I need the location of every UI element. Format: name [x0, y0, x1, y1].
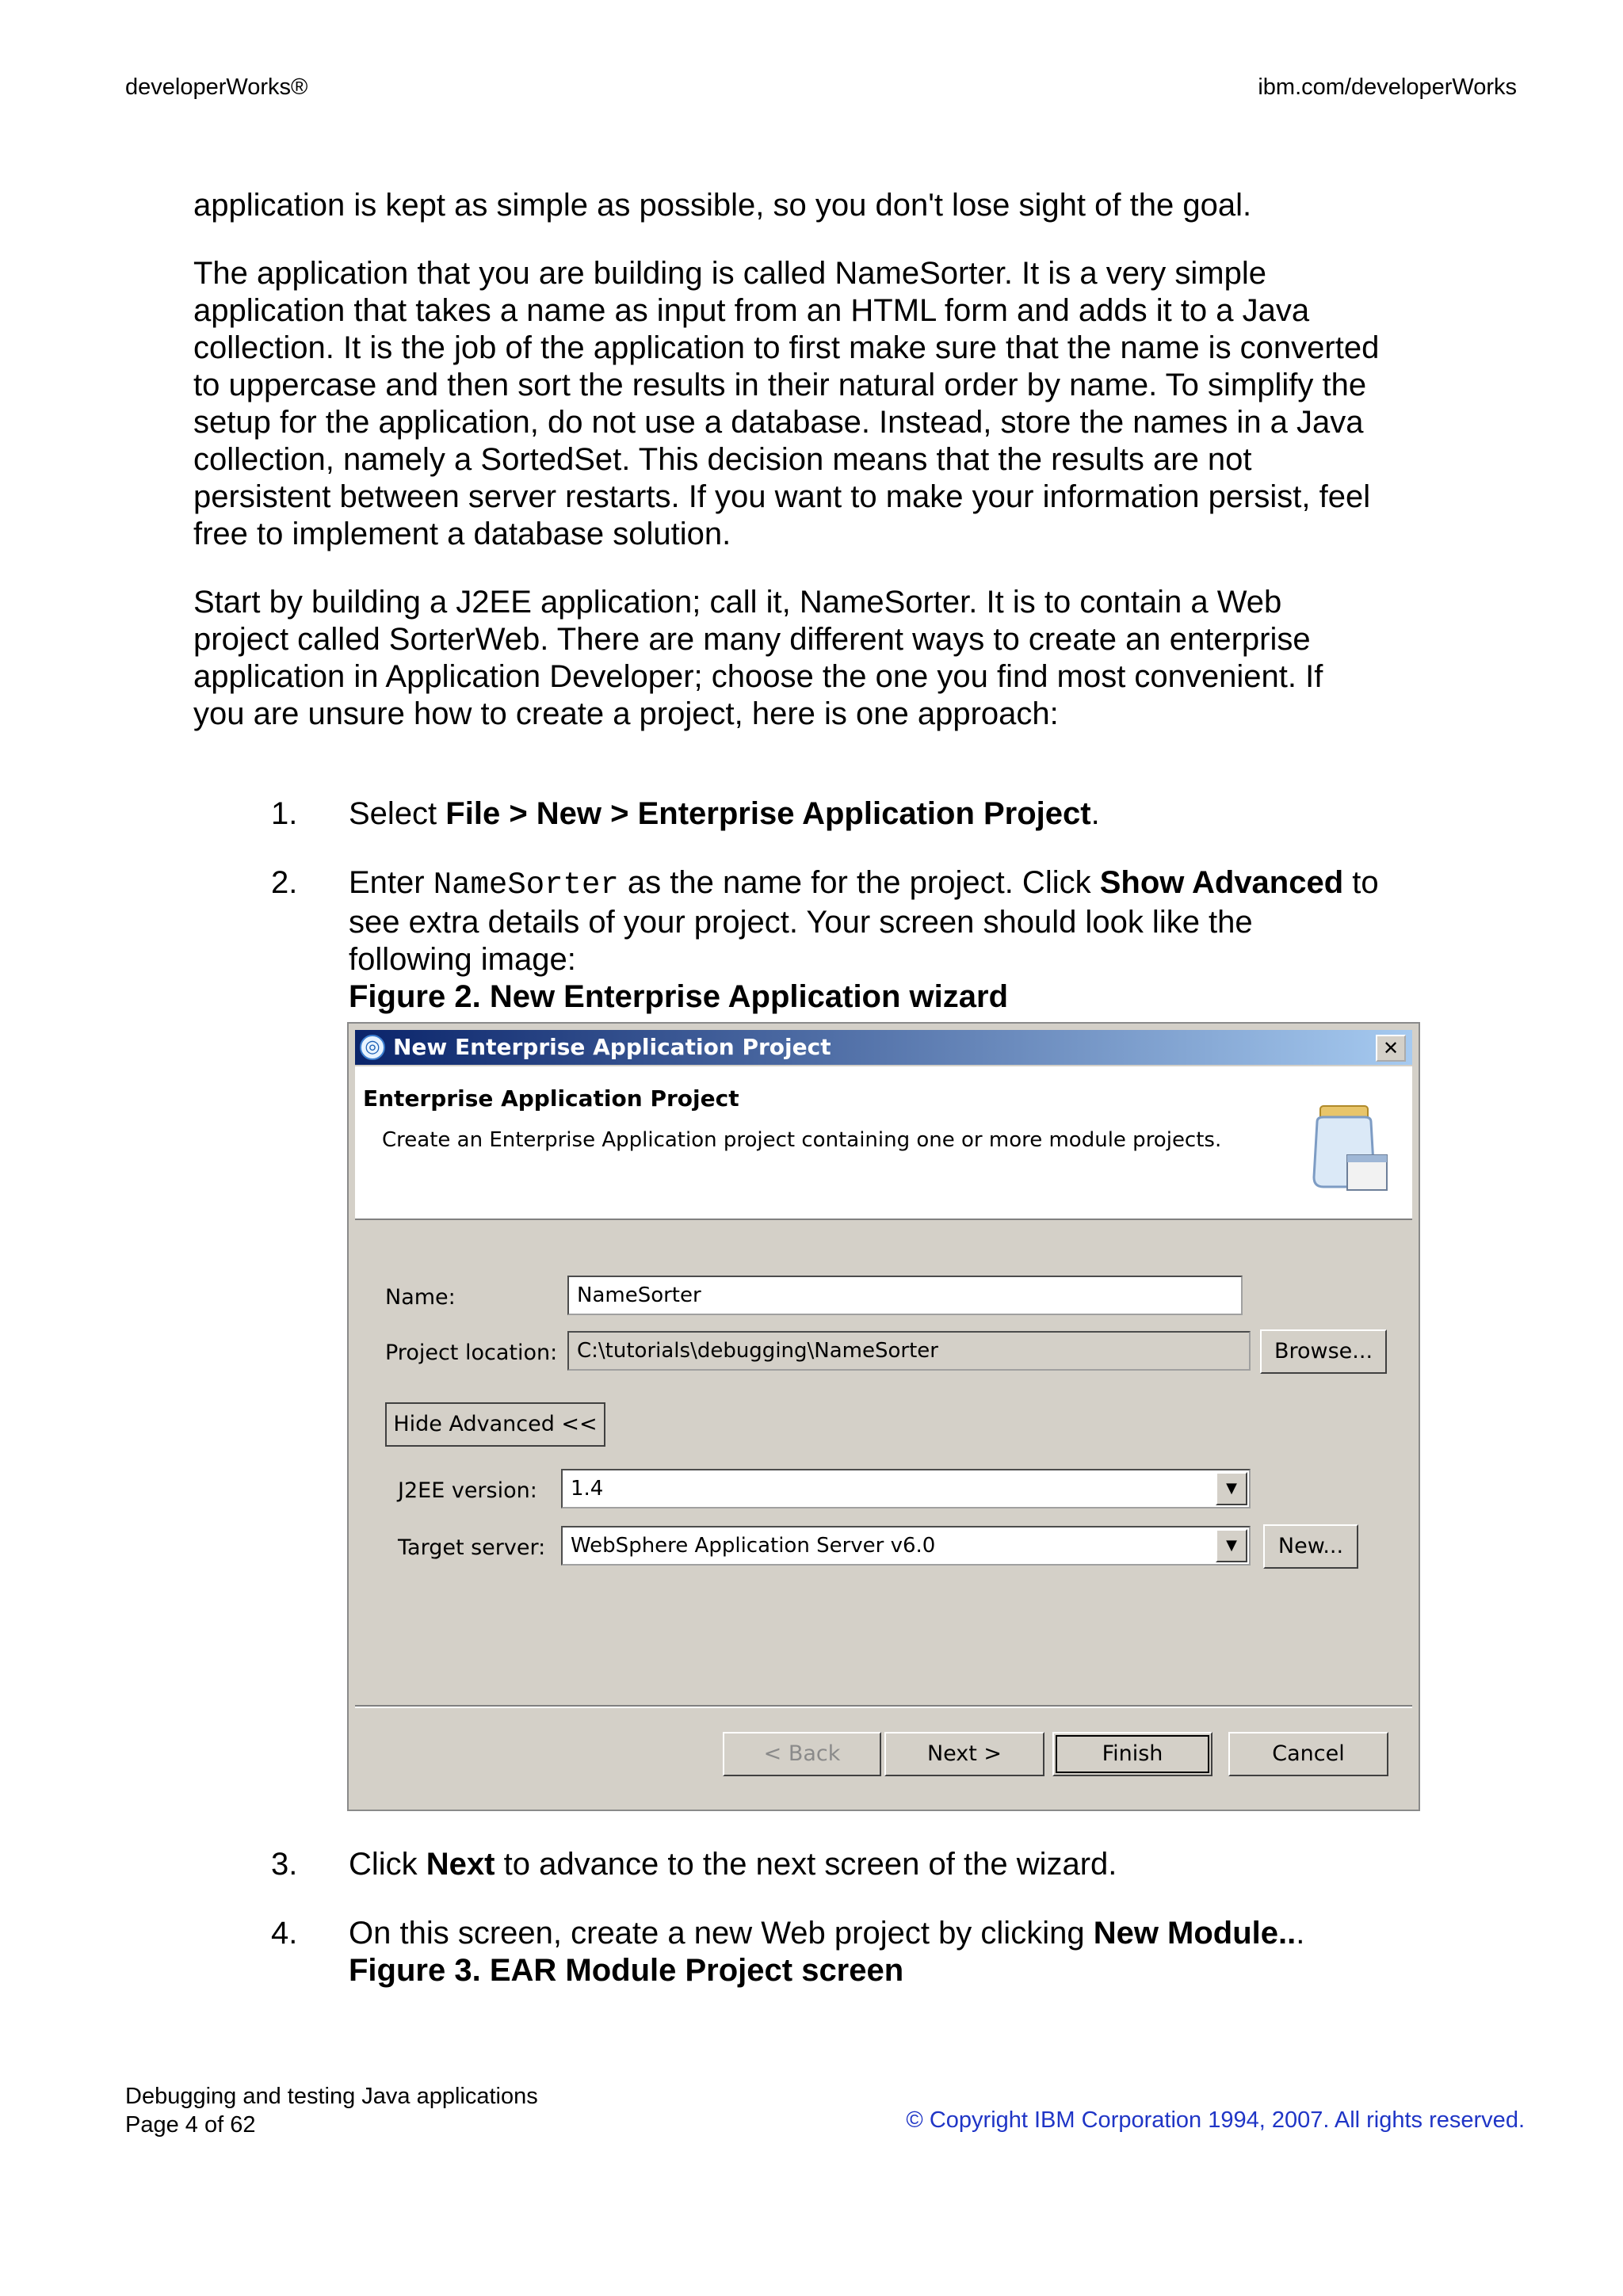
- steps-list-continued: [193, 1846, 1445, 2021]
- text-line: The application that you are building is called NameSorter. It is a very simple: [193, 256, 1267, 291]
- text-line: to uppercase and then sort the results in their natural order by name. To simplify the: [193, 368, 1367, 402]
- step-text: Click: [349, 1847, 426, 1882]
- finish-button[interactable]: Finish: [1052, 1732, 1212, 1776]
- copyright-link[interactable]: © Copyright IBM Corporation 1994, 2007. All rights reserved.: [906, 2107, 1525, 2133]
- step-text: Enter: [349, 865, 433, 900]
- chevron-down-icon[interactable]: ▼: [1216, 1472, 1247, 1505]
- target-server-value: WebSphere Application Server v6.0: [571, 1534, 936, 1558]
- banner-description: Create an Enterprise Application project containing one or more module projects.: [382, 1128, 1222, 1152]
- body-text: [193, 187, 1445, 764]
- text-line: application is kept as simple as possible, so you don't lose sight of the goal.: [193, 188, 1252, 223]
- jar-icon: [1311, 1098, 1390, 1201]
- chevron-down-icon[interactable]: ▼: [1216, 1529, 1247, 1562]
- text-line: Start by building a J2EE application; call it, NameSorter. It is to contain a Web: [193, 585, 1282, 620]
- text-line: application in Application Developer; choose the one you find most convenient. If: [193, 659, 1323, 694]
- text-line: collection. It is the job of the application to first make sure that the name is converted: [193, 330, 1380, 365]
- back-button[interactable]: < Back: [723, 1732, 881, 1776]
- step-bold: New Module..: [1093, 1916, 1296, 1951]
- step-text: Select: [349, 796, 446, 831]
- name-label: Name:: [385, 1285, 456, 1310]
- target-server-label: Target server:: [398, 1535, 546, 1560]
- text-line: collection, namely a SortedSet. This decision means that the results are not: [193, 442, 1252, 477]
- browse-button[interactable]: Browse...: [1260, 1329, 1387, 1374]
- step-bold: Show Advanced: [1099, 865, 1344, 900]
- step-text: .: [1090, 796, 1100, 831]
- banner-title: Enterprise Application Project: [363, 1085, 739, 1112]
- header-brand: developerWorks®: [125, 74, 308, 100]
- step-text: .: [1296, 1916, 1305, 1951]
- step-text: following image:: [349, 942, 576, 977]
- step-text: On this screen, create a new Web project by clicking: [349, 1916, 1094, 1951]
- step-bold: File > New > Enterprise Application Project: [445, 796, 1091, 831]
- footer-doc-title: Debugging and testing Java applications: [125, 2084, 538, 2109]
- new-server-button[interactable]: New...: [1263, 1524, 1358, 1569]
- cancel-button[interactable]: Cancel: [1228, 1732, 1388, 1776]
- step-number: 3.: [271, 1847, 298, 1882]
- step-bold: Next: [426, 1847, 495, 1882]
- paragraph-2: [193, 255, 1445, 553]
- j2ee-version-label: J2EE version:: [398, 1478, 537, 1503]
- paragraph-3: [193, 584, 1445, 733]
- dialog-title: New Enterprise Application Project: [393, 1034, 831, 1060]
- name-input[interactable]: NameSorter: [567, 1276, 1243, 1315]
- steps-list: [193, 795, 1445, 1047]
- text-line: you are unsure how to create a project, here is one approach:: [193, 696, 1059, 731]
- figure-caption: Figure 2. New Enterprise Application wizard: [349, 979, 1009, 1014]
- paragraph-1: [193, 187, 1445, 224]
- project-location-input[interactable]: C:\tutorials\debugging\NameSorter: [567, 1331, 1251, 1371]
- step-number: 2.: [271, 865, 298, 900]
- dialog-titlebar[interactable]: [355, 1030, 1412, 1065]
- text-line: project called SorterWeb. There are many different ways to create an enterprise: [193, 622, 1311, 657]
- j2ee-version-value: 1.4: [571, 1477, 604, 1501]
- step-text: as the name for the project. Click: [618, 865, 1100, 900]
- wizard-dialog: [347, 1022, 1420, 1811]
- text-line: free to implement a database solution.: [193, 517, 731, 551]
- step-1: [193, 795, 1445, 833]
- project-location-label: Project location:: [385, 1341, 558, 1365]
- step-number: 1.: [271, 796, 298, 831]
- eclipse-icon: ◎: [360, 1035, 385, 1060]
- figure-caption: Figure 3. EAR Module Project screen: [349, 1953, 904, 1988]
- text-line: persistent between server restarts. If you want to make your information persist, feel: [193, 479, 1371, 514]
- step-text: to: [1343, 865, 1379, 900]
- step-number: 4.: [271, 1916, 298, 1951]
- text-line: application that takes a name as input from an HTML form and adds it to a Java: [193, 293, 1310, 328]
- hide-advanced-button[interactable]: Hide Advanced <<: [385, 1402, 605, 1447]
- next-button[interactable]: Next >: [884, 1732, 1044, 1776]
- step-4: [193, 1915, 1445, 1989]
- step-text: to advance to the next screen of the wizard.: [495, 1847, 1117, 1882]
- j2ee-version-select[interactable]: [561, 1469, 1251, 1508]
- close-icon[interactable]: ✕: [1376, 1035, 1406, 1062]
- header-site-url[interactable]: ibm.com/developerWorks: [1258, 74, 1517, 100]
- target-server-select[interactable]: [561, 1526, 1251, 1566]
- step-text: see extra details of your project. Your screen should look like the: [349, 905, 1253, 940]
- step-2: [193, 864, 1445, 1016]
- footer-page-number: Page 4 of 62: [125, 2112, 256, 2138]
- step-3: [193, 1846, 1445, 1883]
- wizard-banner: [355, 1066, 1412, 1220]
- button-separator: [355, 1705, 1412, 1708]
- text-line: setup for the application, do not use a database. Instead, store the names in a Java: [193, 405, 1364, 440]
- step-code: NameSorter: [433, 868, 619, 902]
